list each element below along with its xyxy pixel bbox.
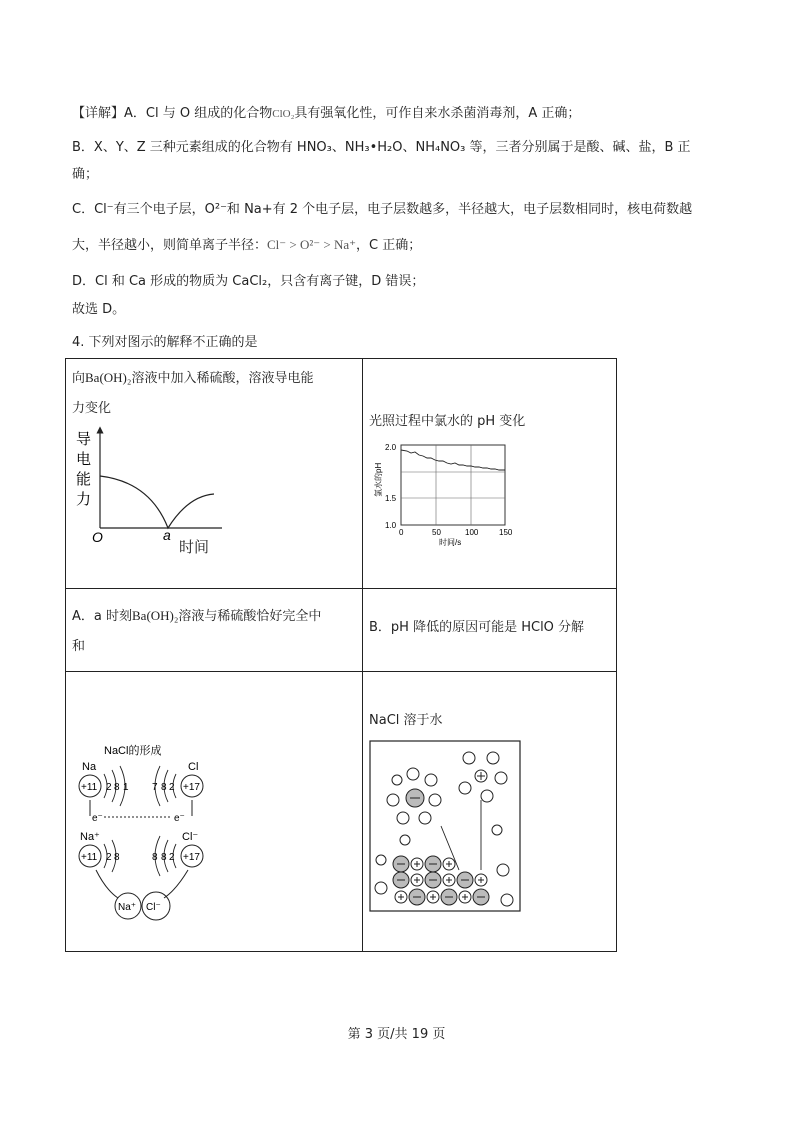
na-shell-2: 8 (114, 782, 120, 793)
cl-shell-2: 8 (161, 782, 167, 793)
cl-ion-to-crystal-arrow (164, 870, 188, 898)
cl-ion-circle-label: Cl⁻ (146, 902, 161, 913)
electron-label-right: e⁻ (174, 813, 185, 824)
na-shell-1: 2 (106, 782, 112, 793)
detail-a: 【详解】A．Cl 与 O 组成的化合物ClO₂具有强氧化性，可作自来水杀菌消毒剂，A 正确； (72, 106, 581, 121)
cl-ion-shell-1: 8 (152, 852, 158, 863)
y-label-4: 力 (76, 491, 92, 508)
cl-ion-shell-2: 8 (161, 852, 167, 863)
ph-graph (371, 437, 531, 547)
na-atom-label: Na (82, 761, 97, 773)
na-ion-circle-label: Na⁺ (118, 902, 137, 913)
x-label-time: 时间 (179, 538, 210, 556)
cell-d-caption: NaCl 溶于水 (369, 713, 443, 728)
y-label-1: 导 (76, 431, 92, 448)
cell-a-caption: 向Ba(OH)₂溶液中加入稀硫酸，溶液导电能 力变化 (72, 370, 314, 416)
ph-xtick-50: 50 (432, 528, 441, 537)
cl-core-label: +17 (183, 782, 200, 793)
nacl-formation-diagram (76, 742, 236, 942)
ph-y-label: 氯水的pH (374, 462, 383, 497)
cell-d (363, 672, 617, 952)
cl-ion-core: +17 (183, 852, 200, 863)
origin-label: O (92, 529, 103, 544)
cl-atom-label: Cl (188, 761, 199, 773)
ph-x-label: 时间/s (439, 538, 462, 547)
conductivity-graph (72, 424, 232, 544)
na-shell-3: 1 (123, 782, 129, 793)
a-point-label: a (163, 527, 171, 543)
radius-formula: Cl⁻ > O²⁻ > Na⁺ (267, 237, 356, 252)
option-b: B．pH 降低的原因可能是 HClO 分解 (369, 620, 585, 635)
cl-ion-shell-3: 2 (169, 852, 175, 863)
ph-xtick-0: 0 (399, 528, 404, 537)
detail-b-line1: B．X、Y、Z 三种元素组成的化合物有 HNO₃、NH₃•H₂O、NH₄NO₃ 等，三者分别属于是酸、碱、盐，B 正 (72, 140, 691, 155)
y-label-2: 电 (76, 451, 92, 468)
na-core-label: +11 (81, 782, 98, 793)
conductivity-curve (100, 476, 214, 528)
ph-ytick-15: 1.5 (385, 494, 397, 503)
nacl-formation-title: NaCl的形成 (104, 745, 162, 757)
ph-ytick-1: 1.0 (385, 521, 397, 530)
detail-d: D．Cl 和 Ca 形成的物质为 CaCl₂，只含有离子键，D 错误； (72, 274, 425, 289)
question-stem: 4. 下列对图示的解释不正确的是 (72, 335, 258, 350)
cl-ion-label: Cl⁻ (182, 831, 199, 843)
option-b-cell (363, 589, 617, 672)
detail-c-line1: C．Cl⁻有三个电子层，O²⁻和 Na+有 2 个电子层，电子层数越多，半径越大，电子层数相同时，核电荷数越 (72, 202, 693, 217)
cl-shell-3: 2 (169, 782, 175, 793)
na-ion-shell-2: 8 (114, 852, 120, 863)
na-ion-label: Na⁺ (80, 831, 100, 843)
option-a: A．a 时刻Ba(OH)₂溶液与稀硫酸恰好完全中 和 (72, 608, 322, 654)
ph-curve (401, 450, 505, 470)
detail-b-line2: 确； (72, 167, 99, 182)
beaker-frame (370, 741, 520, 911)
na-ion-to-crystal-arrow (96, 870, 118, 898)
ph-ytick-2: 2.0 (385, 443, 397, 452)
cell-b-caption: 光照过程中氯水的 pH 变化 (369, 414, 526, 429)
ph-plot-frame (401, 445, 505, 525)
ph-xtick-100: 100 (465, 528, 479, 537)
na-ion-shell-1: 2 (106, 852, 112, 863)
clo2-formula: ClO₂ (272, 108, 295, 120)
cl-shell-1: 7 (152, 782, 158, 793)
detail-c-line2: 大，半径越小，则简单离子半径：Cl⁻ > O²⁻ > Na⁺，C 正确； (72, 237, 422, 253)
detail-choose: 故选 D。 (72, 302, 126, 317)
cell-c (66, 672, 363, 952)
electron-label-left: e⁻ (92, 813, 103, 824)
page-footer: 第 3 页/共 19 页 (347, 1027, 446, 1042)
cell-a (66, 359, 363, 589)
ph-xtick-150: 150 (499, 528, 513, 537)
na-ion-core: +11 (81, 852, 98, 863)
question-table (65, 358, 617, 952)
nacl-dissolution-diagram (369, 740, 525, 916)
y-label-3: 能 (76, 471, 92, 488)
option-a-cell (66, 589, 363, 672)
cell-b (363, 359, 617, 589)
